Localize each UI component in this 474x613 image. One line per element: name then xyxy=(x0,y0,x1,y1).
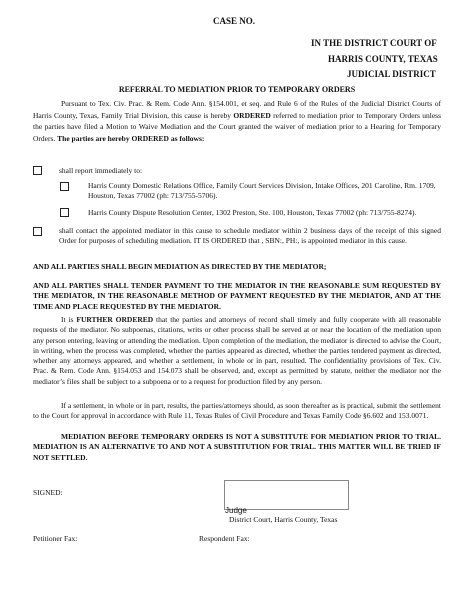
mediation-warning: MEDIATION BEFORE TEMPORARY ORDERS IS NOT A SUBSTITUTE FOR MEDIATION PRIOR TO TRIAL. MEDIATION IS AN ALTERNATIVE TO AND NOT A SUBSTITUTION FOR TRIAL. THIS MATTER WILL BE TRIED IF NOT SETTLED. xyxy=(33,432,441,462)
court-line-2: HARRIS COUNTY, TEXAS xyxy=(328,54,438,64)
intro-ordered: ORDERED xyxy=(233,110,271,120)
intro-text-before: Pursuant to Tex. Civ. Prac. & Rem. Code Ann. §154.001, et seq. and Rule 6 of the Rules of the Judicial District Courts of Harris County, Texas, Family Trial Division, this cause is hereby xyxy=(33,99,441,120)
court-line-1: IN THE DISTRICT COURT OF xyxy=(311,38,437,48)
begin-mediation-directive: AND ALL PARTIES SHALL BEGIN MEDIATION AS DIRECTED BY THE MEDIATOR; xyxy=(33,262,327,271)
contact-mediator-checkbox[interactable] xyxy=(33,227,42,236)
further-lead: It is xyxy=(61,315,77,324)
document-title: REFERRAL TO MEDIATION PRIOR TO TEMPORARY ORDERS xyxy=(118,85,356,94)
drc-option-text: Harris County Dispute Resolution Center, 1302 Preston, Ste. 100, Houston, Texas 77002 (ph: 713/755-8274). xyxy=(88,208,417,217)
intro-bold-end: The parties are hereby ORDERED as follows: xyxy=(57,133,205,143)
report-immediately-label: shall report immediately to: xyxy=(59,166,143,175)
further-ordered-paragraph xyxy=(33,315,441,387)
dro-checkbox[interactable] xyxy=(60,182,69,191)
settlement-paragraph: If a settlement, in whole or in part, results, the parties/attorneys should, as soon thereafter as is practical, submit the settlement to the Court for approval in accordance with Rule 11, Texas Rules of Civil Procedure and Texas Family Code §6.602 and 153.0071. xyxy=(33,401,441,421)
dro-option-text: Harris County Domestic Relations Office, Family Court Services Division, Intake Offices, 201 Caroline, Rm. 1709, Houston, Texas 77002 (ph: 713/755-5706). xyxy=(88,181,436,201)
case-number-label: CASE NO. xyxy=(213,16,256,26)
court-signature-label: District Court, Harris County, Texas xyxy=(229,515,338,524)
petitioner-fax-label: Petitioner Fax: xyxy=(33,534,78,543)
report-immediately-checkbox[interactable] xyxy=(33,166,42,175)
drc-checkbox[interactable] xyxy=(60,208,69,217)
further-ordered-bold: FURTHER ORDERED xyxy=(76,315,154,324)
further-rest: that the parties and attorneys of record shall timely and fully cooperate with all reasonable requests of the mediator. No subpoenas, citations, writs or other process shall be served at or near the location of the mediation upon any person entering, leaving or attending the mediation. Upon completion of the mediation, the mediator is directed to advise the Court, in writing, when the process was completed, whether the parties appeared as directed, whether the parties tendered payment as directed, whether any attorneys appeared, and whether a settlement, in whole or in part, resulted. The confidentiality provisions of Tex. Civ. Prac. & Rem. Code Ann. §154.053 and 154.073 shall be observed, and, except as permitted by statute, neither the mediator nor the mediator’s files shall be subject to a subpoena or to a request for production filed by any person. xyxy=(33,315,441,386)
court-line-3: JUDICIAL DISTRICT xyxy=(347,69,436,79)
judge-label: Judge xyxy=(225,506,247,515)
respondent-fax-label: Respondent Fax: xyxy=(199,534,250,543)
intro-paragraph xyxy=(33,98,441,144)
payment-directive: AND ALL PARTIES SHALL TENDER PAYMENT TO THE MEDIATOR IN THE REASONABLE SUM REQUESTED BY THE MEDIATOR, IN THE REASONABLE METHOD OF PAYMENT REQUESTED BY THE MEDIATOR, AND AT THE TIME AND PLACE REQUESTED BY THE MEDIATOR. xyxy=(33,281,441,311)
signed-label: SIGNED: xyxy=(33,488,63,497)
intro-text-after: referred to mediation prior to Temporary Orders unless the parties have filed a Motion to Waive Mediation and the Court granted the waiver of mediation prior to a Hearing for Temporary Orders. xyxy=(33,110,441,143)
contact-mediator-text: shall contact the appointed mediator in this cause to schedule mediator within 2 business days of the receipt of this signed Order for purposes of scheduling mediation. IT IS ORDERED that , SBN:, PH:, is appointed mediator in this cause. xyxy=(59,226,441,246)
